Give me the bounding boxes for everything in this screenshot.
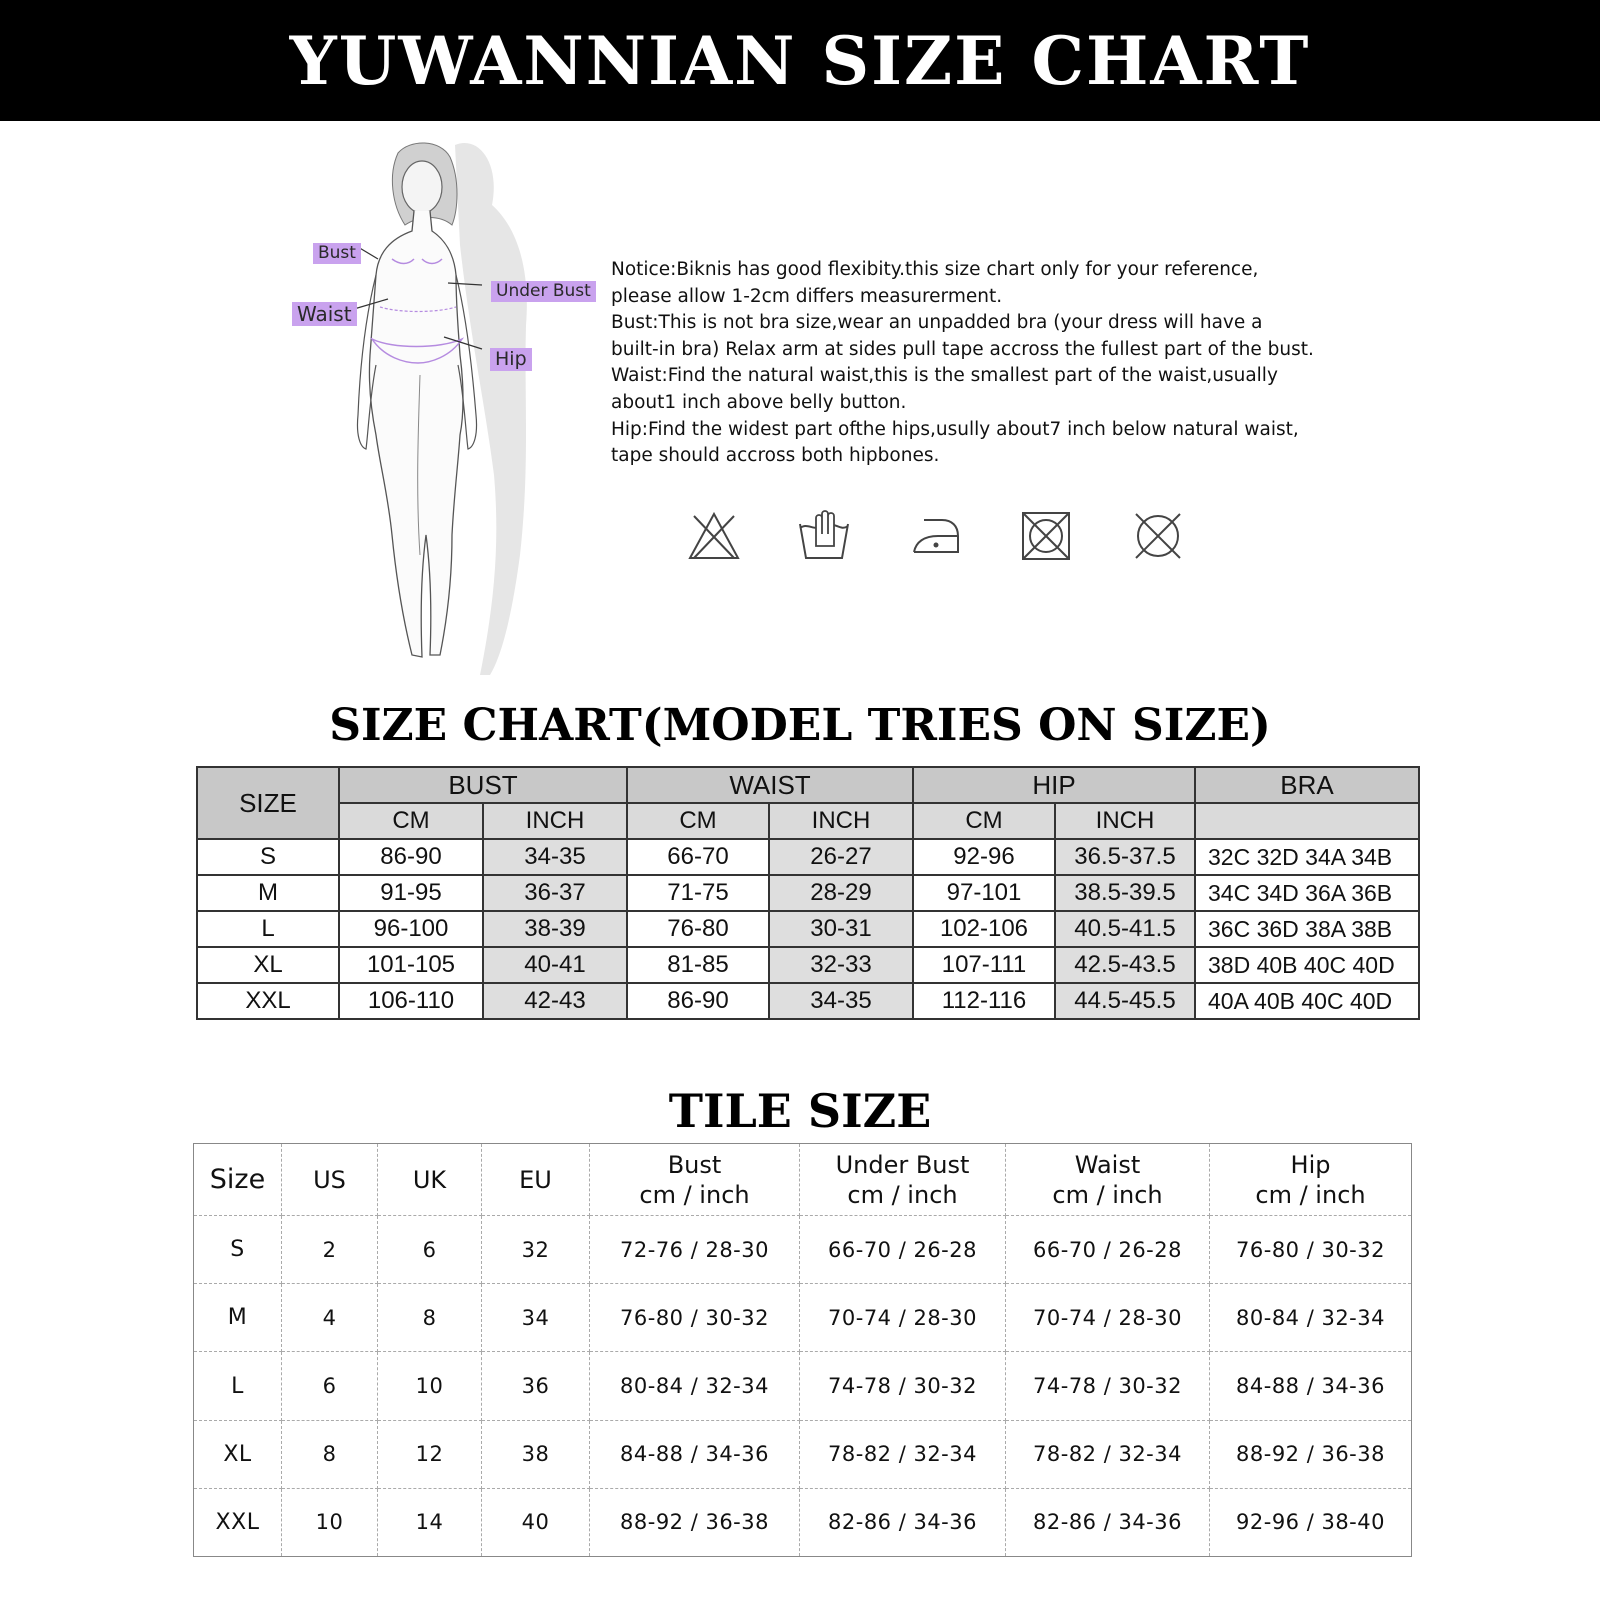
bust-cm-cell: 101-105 xyxy=(339,947,483,983)
table-row xyxy=(197,839,1419,875)
eu-cell: 40 xyxy=(482,1488,590,1556)
waist-cm-cell: 76-80 xyxy=(627,911,769,947)
hip-inch-cell: 40.5-41.5 xyxy=(1055,911,1195,947)
hip-cell: 88-92 / 36-38 xyxy=(1210,1420,1412,1488)
page-header xyxy=(0,0,1600,121)
header-size: SIZE xyxy=(197,767,339,839)
waist-inch-cell: 26-27 xyxy=(769,839,913,875)
us-cell: 6 xyxy=(282,1352,378,1420)
no-dry-clean-icon xyxy=(1130,508,1186,564)
uk-cell: 14 xyxy=(378,1488,482,1556)
bra-cell: 32C 32D 34A 34B xyxy=(1195,839,1419,875)
eu-cell: 38 xyxy=(482,1420,590,1488)
notice-line: please allow 1-2cm differs measurerment. xyxy=(611,285,1003,307)
waist-inch-cell: 30-31 xyxy=(769,911,913,947)
page-title: YUWANNIAN SIZE CHART xyxy=(289,21,1311,100)
size-cell: L xyxy=(194,1352,282,1420)
waist-cell: 70-74 / 28-30 xyxy=(1006,1284,1210,1352)
bust-inch-cell: 34-35 xyxy=(483,839,627,875)
waist-cell: 78-82 / 32-34 xyxy=(1006,1420,1210,1488)
bra-cell: 38D 40B 40C 40D xyxy=(1195,947,1419,983)
uk-cell: 6 xyxy=(378,1216,482,1284)
header-eu: EU xyxy=(482,1144,590,1216)
bust-cell: 84-88 / 34-36 xyxy=(590,1420,800,1488)
table-row xyxy=(194,1488,1412,1556)
tile-size-title: TILE SIZE xyxy=(668,1084,932,1138)
waist-inch-cell: 34-35 xyxy=(769,983,913,1019)
header-bust xyxy=(590,1144,800,1216)
body-figure xyxy=(280,135,620,685)
iron-low-icon xyxy=(908,508,964,564)
bust-cell: 72-76 / 28-30 xyxy=(590,1216,800,1284)
under-bust-cell: 66-70 / 26-28 xyxy=(800,1216,1006,1284)
body-figure-illustration xyxy=(280,135,620,685)
no-tumble-dry-icon xyxy=(1018,508,1074,564)
bust-cm-cell: 91-95 xyxy=(339,875,483,911)
bust-inch-cell: 38-39 xyxy=(483,911,627,947)
header-bust-label: Bust xyxy=(667,1150,722,1179)
hip-cell: 76-80 / 30-32 xyxy=(1210,1216,1412,1284)
eu-cell: 36 xyxy=(482,1352,590,1420)
hip-inch-cell: 36.5-37.5 xyxy=(1055,839,1195,875)
hip-cell: 84-88 / 34-36 xyxy=(1210,1352,1412,1420)
header-hip-label: Hip xyxy=(1290,1150,1331,1179)
size-cell: XXL xyxy=(194,1488,282,1556)
waist-inch-cell: 28-29 xyxy=(769,875,913,911)
bust-label: Bust xyxy=(313,243,361,264)
size-cell: S xyxy=(197,839,339,875)
hip-cm-cell: 112-116 xyxy=(913,983,1055,1019)
bust-cell: 88-92 / 36-38 xyxy=(590,1488,800,1556)
us-cell: 10 xyxy=(282,1488,378,1556)
waist-cm-cell: 81-85 xyxy=(627,947,769,983)
hand-wash-icon xyxy=(796,508,852,564)
header-waist-unit: cm / inch xyxy=(1052,1180,1163,1209)
eu-cell: 32 xyxy=(482,1216,590,1284)
table-row xyxy=(194,1420,1412,1488)
size-cell: L xyxy=(197,911,339,947)
table-row xyxy=(197,875,1419,911)
waist-cell: 74-78 / 30-32 xyxy=(1006,1352,1210,1420)
under-bust-cell: 74-78 / 30-32 xyxy=(800,1352,1006,1420)
header-us: US xyxy=(282,1144,378,1216)
size-chart-title: SIZE CHART(MODEL TRIES ON SIZE) xyxy=(329,700,1271,751)
header-waist: WAIST xyxy=(627,767,913,803)
table-row xyxy=(194,1284,1412,1352)
waist-cell: 66-70 / 26-28 xyxy=(1006,1216,1210,1284)
bust-inch-cell: 40-41 xyxy=(483,947,627,983)
header-under-bust-label: Under Bust xyxy=(835,1150,970,1179)
uk-cell: 12 xyxy=(378,1420,482,1488)
hip-cm-cell: 102-106 xyxy=(913,911,1055,947)
header-hip: HIP xyxy=(913,767,1195,803)
bust-cell: 80-84 / 32-34 xyxy=(590,1352,800,1420)
bust-cm-cell: 106-110 xyxy=(339,983,483,1019)
header-under-bust-unit: cm / inch xyxy=(847,1180,958,1209)
header-waist-label: Waist xyxy=(1074,1150,1141,1179)
header-hip xyxy=(1210,1144,1412,1216)
size-cell: XXL xyxy=(197,983,339,1019)
header-hip-unit: cm / inch xyxy=(1255,1180,1366,1209)
table-row xyxy=(197,911,1419,947)
bust-inch-cell: 42-43 xyxy=(483,983,627,1019)
header-waist xyxy=(1006,1144,1210,1216)
waist-cm-cell: 86-90 xyxy=(627,983,769,1019)
waist-inch-cell: 32-33 xyxy=(769,947,913,983)
bra-cell: 40A 40B 40C 40D xyxy=(1195,983,1419,1019)
hip-cell: 80-84 / 32-34 xyxy=(1210,1284,1412,1352)
under-bust-cell: 78-82 / 32-34 xyxy=(800,1420,1006,1488)
notice-line: built-in bra) Relax arm at sides pull tape accross the fullest part of the bust. xyxy=(611,338,1314,360)
notice-line: Hip:Find the widest part ofthe hips,usully about7 inch below natural waist, xyxy=(611,418,1299,440)
table-row xyxy=(197,983,1419,1019)
notice-line: Bust:This is not bra size,wear an unpadded bra (your dress will have a xyxy=(611,312,1263,334)
header-waist-cm: CM xyxy=(627,803,769,839)
table-row xyxy=(197,947,1419,983)
us-cell: 2 xyxy=(282,1216,378,1284)
size-cell: XL xyxy=(194,1420,282,1488)
header-bust: BUST xyxy=(339,767,627,803)
notice-line: tape should accross both hipbones. xyxy=(611,445,940,467)
us-cell: 4 xyxy=(282,1284,378,1352)
header-hip-inch: INCH xyxy=(1055,803,1195,839)
waist-cell: 82-86 / 34-36 xyxy=(1006,1488,1210,1556)
header-under-bust xyxy=(800,1144,1006,1216)
header-waist-inch: INCH xyxy=(769,803,913,839)
hip-inch-cell: 44.5-45.5 xyxy=(1055,983,1195,1019)
header-hip-cm: CM xyxy=(913,803,1055,839)
no-bleach-icon xyxy=(686,508,742,564)
table-row xyxy=(194,1216,1412,1284)
waist-cm-cell: 71-75 xyxy=(627,875,769,911)
hip-cm-cell: 97-101 xyxy=(913,875,1055,911)
header-bust-unit: cm / inch xyxy=(639,1180,750,1209)
bust-cm-cell: 96-100 xyxy=(339,911,483,947)
tile-size-table xyxy=(193,1143,1412,1557)
measurement-notice xyxy=(611,257,1341,470)
model-size-chart-table xyxy=(196,766,1420,1020)
header-size: Size xyxy=(194,1144,282,1216)
header-uk: UK xyxy=(378,1144,482,1216)
notice-line: about1 inch above belly button. xyxy=(611,391,907,413)
uk-cell: 8 xyxy=(378,1284,482,1352)
header-bust-inch: INCH xyxy=(483,803,627,839)
hip-inch-cell: 42.5-43.5 xyxy=(1055,947,1195,983)
bust-inch-cell: 36-37 xyxy=(483,875,627,911)
header-bra: BRA xyxy=(1195,767,1419,803)
waist-cm-cell: 66-70 xyxy=(627,839,769,875)
notice-line: Waist:Find the natural waist,this is the smallest part of the waist,usually xyxy=(611,365,1278,387)
us-cell: 8 xyxy=(282,1420,378,1488)
waist-label: Waist xyxy=(292,302,357,326)
under-bust-cell: 70-74 / 28-30 xyxy=(800,1284,1006,1352)
table-row xyxy=(194,1352,1412,1420)
hip-label: Hip xyxy=(490,348,532,371)
bra-cell: 36C 36D 38A 38B xyxy=(1195,911,1419,947)
hip-inch-cell: 38.5-39.5 xyxy=(1055,875,1195,911)
size-cell: S xyxy=(194,1216,282,1284)
hip-cm-cell: 107-111 xyxy=(913,947,1055,983)
uk-cell: 10 xyxy=(378,1352,482,1420)
eu-cell: 34 xyxy=(482,1284,590,1352)
notice-line: Notice:Biknis has good flexibity.this size chart only for your reference, xyxy=(611,259,1259,280)
under-bust-label: Under Bust xyxy=(491,281,596,302)
header-bra-sub xyxy=(1195,803,1419,839)
size-cell: M xyxy=(194,1284,282,1352)
size-cell: M xyxy=(197,875,339,911)
header-bust-cm: CM xyxy=(339,803,483,839)
bust-cell: 76-80 / 30-32 xyxy=(590,1284,800,1352)
under-bust-cell: 82-86 / 34-36 xyxy=(800,1488,1006,1556)
bust-cm-cell: 86-90 xyxy=(339,839,483,875)
size-cell: XL xyxy=(197,947,339,983)
bra-cell: 34C 34D 36A 36B xyxy=(1195,875,1419,911)
hip-cm-cell: 92-96 xyxy=(913,839,1055,875)
hip-cell: 92-96 / 38-40 xyxy=(1236,1510,1385,1535)
